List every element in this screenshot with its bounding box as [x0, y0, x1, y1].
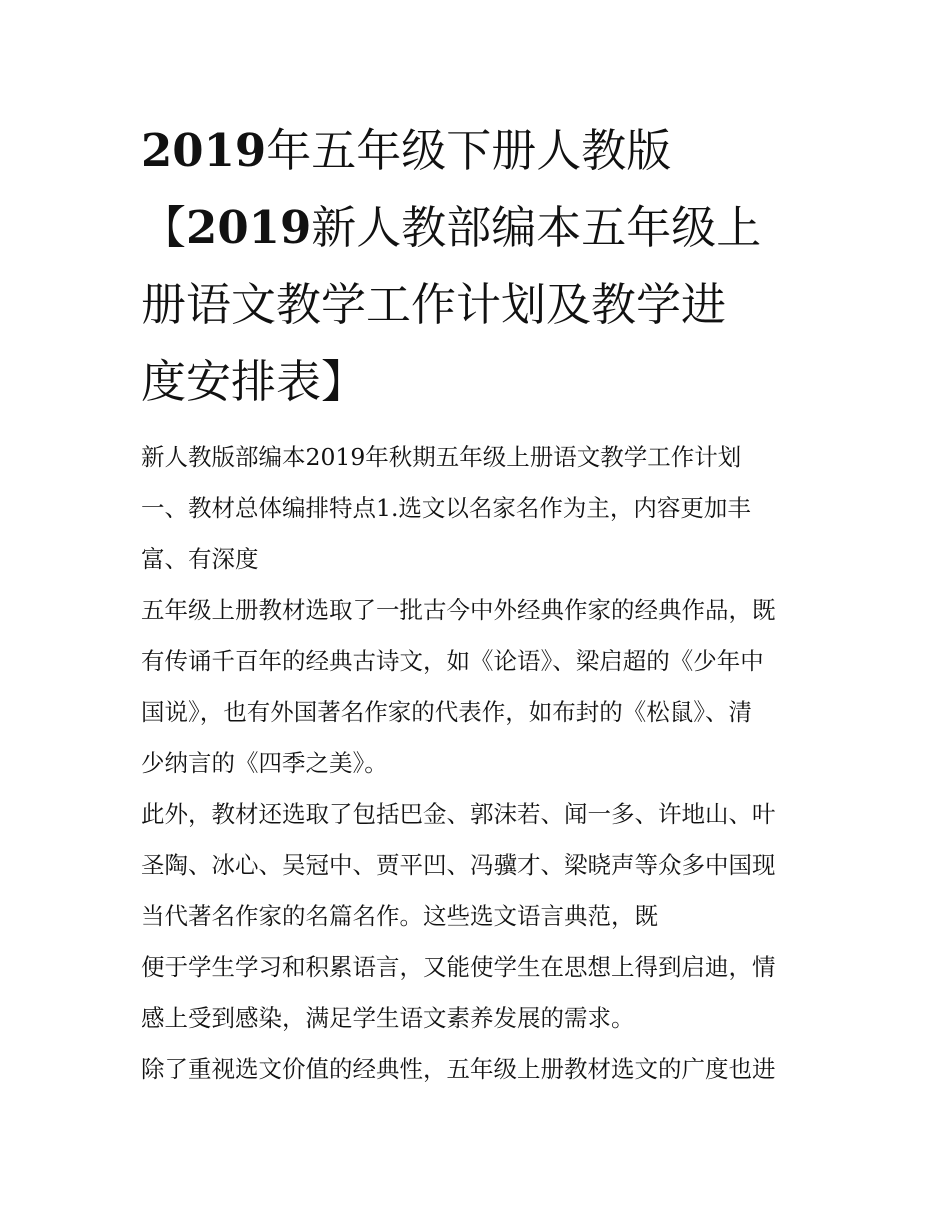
title-segment: 度安排表】 — [141, 355, 367, 408]
paragraph-line: 感上受到感染，满足学生语文素养发展的需求。 — [141, 1004, 635, 1032]
paragraph-line: 圣陶、冰心、吴冠中、贾平凹、冯骥才、梁晓声等众多中国现 — [141, 851, 776, 879]
paragraph-line: 少纳言的《四季之美》。 — [141, 749, 388, 777]
body-paragraph — [141, 789, 821, 942]
paragraph-line: 有传诵千百年的经典古诗文，如《论语》、梁启超的《少年中 — [141, 647, 764, 675]
title-line — [141, 112, 821, 189]
paragraph-line: 新人教版部编本2019年秋期五年级上册语文教学工作计划 — [141, 443, 742, 471]
body-paragraph — [141, 1044, 821, 1095]
body-paragraph — [141, 483, 821, 585]
title-segment: 年五年级下册人教版 — [266, 124, 672, 177]
title-segment: 册语文教学工作计划及教学进 — [141, 278, 727, 331]
paragraph-line: 国说》，也有外国著名作家的代表作，如布封的《松鼠》、清 — [141, 698, 752, 726]
paragraph-line: 五年级上册教材选取了一批古今中外经典作家的经典作品，既 — [141, 596, 776, 624]
paragraph-line: 富、有深度 — [141, 545, 259, 573]
title-line — [141, 266, 821, 343]
title-segment: 2019 — [186, 201, 312, 254]
paragraph-line: 一、教材总体编排特点1.选文以名家名作为主，内容更加丰 — [141, 494, 751, 522]
document-title — [141, 112, 821, 420]
document-body — [141, 432, 821, 1095]
paragraph-line: 当代著名作家的名篇名作。这些选文语言典范，既 — [141, 902, 658, 930]
title-line — [141, 189, 821, 266]
paragraph-line: 此外，教材还选取了包括巴金、郭沫若、闻一多、许地山、叶 — [141, 800, 776, 828]
body-paragraph — [141, 585, 821, 789]
document-content — [141, 112, 821, 1095]
title-segment: 新人教部编本五年级上 — [311, 201, 762, 254]
title-line — [141, 343, 821, 420]
title-segment: 2019 — [141, 124, 267, 177]
title-segment: 【 — [141, 201, 187, 254]
paragraph-line: 便于学生学习和积累语言，又能使学生在思想上得到启迪，情 — [141, 953, 776, 981]
paragraph-line: 除了重视选文价值的经典性，五年级上册教材选文的广度也进 — [141, 1055, 776, 1083]
body-paragraph — [141, 432, 821, 483]
body-paragraph — [141, 942, 821, 1044]
